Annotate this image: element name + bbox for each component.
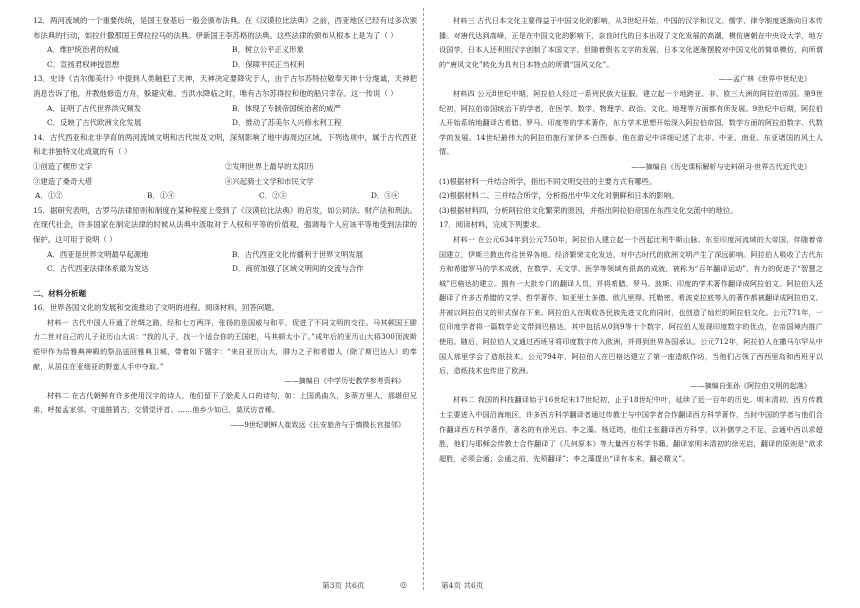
right-column	[439, 14, 823, 466]
material-3-source: ——孟广林《世界中世纪史》	[718, 74, 811, 84]
section-heading: 二、材料分析题	[33, 288, 87, 298]
sub-question-2: (2)根据材料二、三并结合所学，分析指出中华文化对朝鲜和日本的影响。	[439, 191, 679, 201]
option-d: D．③④	[371, 191, 400, 201]
option-b: B．树立公平正义形象	[232, 45, 304, 55]
item-1: ①创造了楔形文字	[33, 161, 93, 171]
option-c: C．古代西亚法律体系最为发达	[47, 264, 149, 274]
material-1-source: ——摘编自《中学历史教学参考资料》	[284, 376, 405, 386]
option-list	[33, 248, 417, 277]
item-2: ②发明世界上最早的太阳历	[225, 161, 314, 171]
column-divider	[423, 8, 424, 590]
option-a: A．证明了古代世界洪灾频发	[47, 103, 142, 113]
option-d: D．商贸加强了区域文明间的交流与合作	[232, 264, 364, 274]
option-list	[33, 102, 417, 131]
option-list	[33, 189, 417, 204]
item-3: ③建造了桑奇大塔	[33, 176, 93, 186]
option-c: C．宣扬君权神授思想	[47, 59, 120, 69]
option-d: D．推动了苏美尔人兴修水利工程	[232, 118, 342, 128]
q17-material-1: 材料一 在公元634年到公元750年，阿拉伯人建立起一个西起比利牛斯山脉、东至印度河流域的大帝国，伴随着帝国建立，伊斯兰教也传往世界各地。经济繁荣文化发达，对中古时代的欧洲文明产生了深远影响。阿拉伯人吸收了古代东方和希腊罗马的学术成就，在数学、天文学、医学等领域有很高的成就，被称为“百年翻译运动”，有力的促进了“智慧之城”巴格达的建立。拥有一大批专门的翻译人员，并将希腊、罗马、波斯、印度的学术著作翻译成阿拉伯文。阿拉伯人还翻译了许多古希腊的文学、哲学著作，如亚里士多德、欧几里得、托勒密、希波克拉底等人的著作都被翻译成阿拉伯文，并被以阿拉伯文的形式保存下来。阿拉伯人在吸收各民族先进文化的同时，也创造了灿烂的阿拉伯文化。公元771年，一位印度学者将一篇数学论文带到巴格达，其中包括从0到9等十个数字，阿拉伯人发现印度数字的优点，在帝国境内推广使用。随后，阿拉伯人又通过西班牙将印度数字传入欧洲，并得到世界各国承认。公元712年，阿拉伯人在撒马尔罕从中国人那里学会了造纸技术。公元794年，阿拉伯人在巴格达建立了第一座造纸作坊，当他们占领了西西里岛和西班牙以后，造纸技术也传进了欧洲。	[439, 234, 823, 376]
material-4-source: ——摘编自《历史课标解析与史料研习·世界古代近代史》	[631, 161, 811, 171]
binding-mark-icon: ◎	[400, 580, 407, 589]
option-a: A．维护统治者的权威	[47, 45, 119, 55]
question-13	[33, 72, 417, 130]
q17-material-1-source: ——摘编自张孙《阿拉伯文明的起落》	[690, 380, 811, 390]
question-stem: 14．古代西亚和北非孕育的两河流域文明和古代埃及文明，深刻影响了地中海周边区域。下列选项中，属于古代西亚和北非独特文化成就的有（ ）	[33, 132, 417, 157]
material-1: 材料一 古代中国人开通了丝绸之路，经和七万两洋，张扬的是国威与和平，促进了不同文明的交往。马其顿国王腓力二世对自己的儿子亚历山大说：“我的儿子，找一个适合你的王国吧，马其顿太小了。”成年后的亚历山大将300顶波斯铠甲作为给雅典神殿的祭品送回雅典卫城，带着如下题字：“来自亚历山大，腓力之子和希腊人（除了斯巴达人）的奉献，从居住在亚细亚的野蛮人手中夺取。”	[33, 317, 417, 371]
question-stem: 15．据研究表明，古罗马法律原则和制度在某种程度上受到了《汉谟拉比法典》的启发，如公同法、财产法和刑法。在现代社会，许多国家在制定法律的时候从法典中汲取对于人权和平等的价值观，强调每个人应该平等地受到法律的保护。这可用于说明（ ）	[33, 205, 417, 244]
option-d: D．保障平民正当权利	[232, 59, 305, 69]
q17-material-2: 材料二 我国的科技翻译始于16世纪末17世纪初，止于18世纪中叶，延续了近一百年的历史。明末清初，西方传教士主要进入中国沿海地区，许多西方科学翻译者通过传教士与中国学者合作翻译西方科学著作，当时中国的学者与他们合作翻译西方科学著作，著名的有徐光启、李之藻、杨廷筠，他们主张翻译西方科学，以补儒学之不足，会通中西以求超胜，他们与耶稣会传教士合作翻译了《几何原本》等大量西方科学书籍。翻译家明末清初的徐光启，翻译的原则是“欲求超胜，必须会通；会通之前，先须翻译”；李之藻提出“译有本末，翻必精义”。	[439, 395, 823, 463]
material-3: 材料三 古代日本文化主要得益于中国文化的影响，从3世纪开始，中国的汉字和汉文、儒学、律令制度逐渐向日本传播。对唐代达到高峰，正是在中国文化的影响下，奈良时代的日本出现了文化发展的高潮，模仿唐朝在中央设大学，地方设国学，日本人还利用汉字创制了本国文字，但随着假名文字的发展，日本文化逐渐摆脱对中国文化的简单模仿，向所谓的“唐风文化”转化为具有日本特点的所谓“国风文化”。	[439, 16, 823, 69]
option-a: A．西亚是世界文明最早起源地	[47, 249, 149, 259]
option-c: C．②③	[259, 191, 287, 201]
item-list	[33, 160, 417, 189]
item-4: ④兴起骑士文学和市民文学	[225, 176, 314, 186]
page-number-left: 第3页 共6页	[322, 581, 365, 590]
question-14	[33, 131, 417, 204]
option-c: C．反映了古代欧洲文化发展	[47, 118, 142, 128]
question-16-stem: 16．世界各国文化的发展和交流推动了文明的进程。阅读材料，回答问题。	[33, 303, 279, 313]
question-stem: 12．两河流域的一个重要传统，是国王登基后一般会颁布法典。在《汉谟拉比法典》之前，西亚地区已经有过多次颁布法典的行动，如拉什撒那国王俾拉拉马的法典。伊新国王李苏格的法典。这些法律的颁布从根本上是为了（ ）	[33, 16, 417, 40]
option-b: B．体现了专制帝国统治者的威严	[232, 103, 341, 113]
sub-question-1: (1)根据材料一并结合所学，指出不同文明交往的主要方式有哪些。	[439, 176, 657, 186]
option-a: A．①②	[35, 191, 63, 201]
material-2-source: ——9世纪朝鲜人崔致远《长安旅舍与于慎微长官接邻》	[230, 420, 405, 430]
question-17-stem: 17．阅读材料，完成下列要求。	[439, 220, 545, 230]
question-15	[33, 204, 417, 277]
question-stem: 13．史诗《吉尔伽美什》中提到人类触犯了天神，天神决定要降灾于人，由于古尔苏特拉敬奉天神十分虔诚，天神把消息告诉了他，并教他修造方舟，躲避灾难。当洪水降临之时，唯有古尔苏得拉和他的船只幸存。这一传说（ ）	[33, 74, 417, 98]
option-list	[33, 43, 417, 72]
left-column	[33, 14, 417, 433]
option-b: B．①④	[147, 191, 175, 201]
material-4: 材料四 公元8世纪中期，阿拉伯人经过一系列民族大征服，建立起一个地跨亚、非、欧三大洲的阿拉伯帝国。第9世纪初，阿拉伯帝国统治下的学者，在医学、数学、物理学、政治、文化、地理等方面都有所发展。9世纪中后期，阿拉伯人开始系统地翻译古希腊、罗马、印度等的学术著作，东方学术思想开始深入阿拉伯帝国，数学方面的阿拉伯数字、代数学的发展。14世纪最伟大的阿拉伯旅行家伊本·白图泰，他在游记中详细记述了北非、中亚、南亚、东亚诸国的风土人情。	[439, 88, 823, 157]
page-number-right: 第4页 共6页	[441, 581, 484, 590]
option-b: B．古代西亚文化传播利于世界文明发展	[232, 249, 364, 259]
question-12	[33, 14, 417, 72]
material-2: 材料二 在古代朝鲜有许多使用汉字的诗人，他们留下了脍炙人口的诗句，如：上国禹曲久，多蒂万里人，那堪但兄弟，呼接孟家邻。守道推猜古，交情觉评首。……他乡少如已，莫厌访音稀。	[33, 390, 417, 415]
sub-question-3: (3)根据材料四，分析阿拉伯文化繁荣的原因，并指出阿拉伯帝国在东西文化交流中的地位。	[439, 205, 738, 215]
